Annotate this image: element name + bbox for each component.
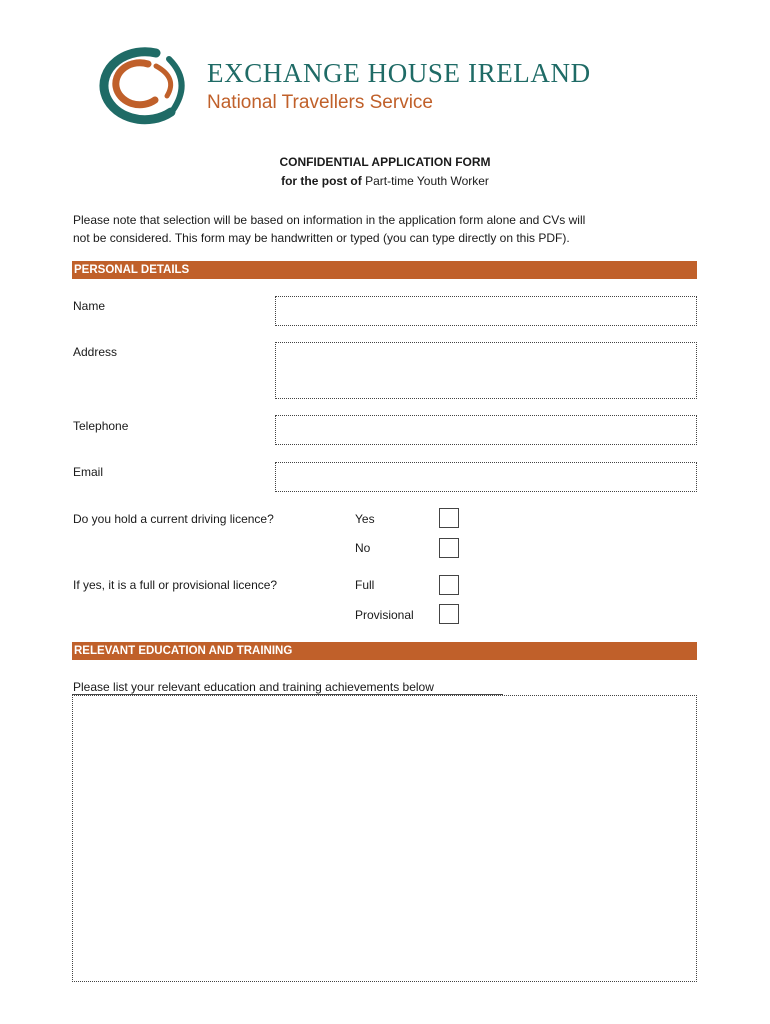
address-field[interactable] (275, 342, 697, 399)
email-field[interactable] (275, 462, 697, 492)
licence-provisional-label: Provisional (355, 608, 414, 622)
education-instruction: Please list your relevant education and training achievements below (73, 680, 434, 694)
licence-full-label: Full (355, 578, 375, 592)
section-personal-details: PERSONAL DETAILS (72, 261, 697, 279)
licence-provisional-checkbox[interactable] (439, 604, 459, 624)
post-line (0, 174, 770, 188)
address-label: Address (73, 345, 118, 359)
post-name: Part-time Youth Worker (365, 174, 489, 188)
email-label: Email (73, 465, 104, 479)
licence-question: Do you hold a current driving licence? (73, 512, 274, 526)
exchange-house-logo (93, 44, 191, 126)
licence-no-label: No (355, 541, 371, 555)
name-label: Name (73, 299, 106, 313)
education-field[interactable] (72, 695, 697, 982)
notice-text (73, 211, 703, 247)
org-name: EXCHANGE HOUSE IRELAND (207, 58, 591, 88)
telephone-label: Telephone (73, 419, 129, 433)
section-education-training: RELEVANT EDUCATION AND TRAINING (72, 642, 697, 660)
licence-full-checkbox[interactable] (439, 575, 459, 595)
name-field[interactable] (275, 296, 697, 326)
form-title: CONFIDENTIAL APPLICATION FORM (279, 155, 491, 169)
licence-no-checkbox[interactable] (439, 538, 459, 558)
telephone-field[interactable] (275, 415, 697, 445)
licence-yes-label: Yes (355, 512, 375, 526)
licence-yes-checkbox[interactable] (439, 508, 459, 528)
org-subtitle: National Travellers Service (207, 92, 433, 113)
notice-line-2: not be considered. This form may be handwritten or typed (you can type directly on this PDF). (73, 231, 570, 245)
notice-line-1: Please note that selection will be based on information in the application form alone and CVs will (73, 213, 586, 227)
post-prefix: for the post of (281, 174, 362, 188)
licence-type-question: If yes, it is a full or provisional licence? (73, 578, 278, 592)
